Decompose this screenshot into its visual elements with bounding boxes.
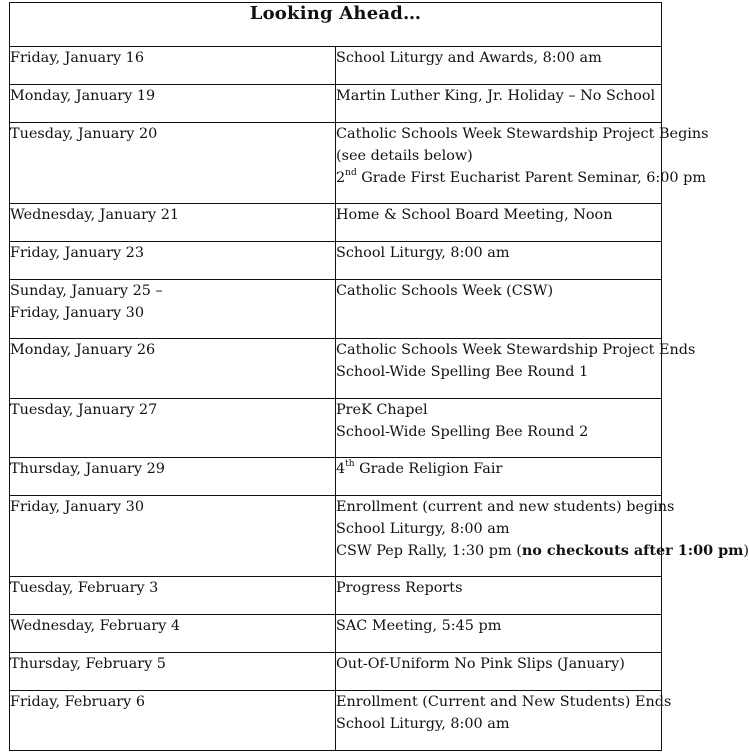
event-text: Home & School Board Meeting, Noon	[336, 207, 613, 223]
event-text: Catholic Schools Week (CSW)	[336, 283, 554, 299]
date-cell	[10, 339, 336, 399]
date-cell	[10, 280, 336, 339]
event-cell	[336, 577, 662, 615]
event-text: School Liturgy, 8:00 am	[336, 716, 510, 732]
date-cell	[10, 615, 336, 653]
event-text: SAC Meeting, 5:45 pm	[336, 618, 502, 634]
table-row	[10, 85, 662, 123]
table-row	[10, 47, 662, 85]
event-text: Catholic Schools Week Stewardship Project Begins	[336, 126, 709, 142]
event-text: Martin Luther King, Jr. Holiday – No School	[336, 88, 656, 104]
date-cell	[10, 242, 336, 280]
event-cell	[336, 204, 662, 242]
date-text: Friday, January 16	[10, 50, 144, 66]
table-row	[10, 399, 662, 458]
event-cell	[336, 496, 749, 577]
date-cell	[10, 85, 336, 123]
event-cell	[336, 280, 662, 339]
table-row	[10, 653, 662, 691]
event-cell	[336, 339, 696, 399]
event-cell	[336, 615, 662, 653]
table-row	[10, 123, 662, 204]
date-text: Sunday, January 25 –	[10, 283, 163, 299]
event-cell	[336, 653, 662, 691]
date-text: Thursday, February 5	[10, 656, 166, 672]
event-cell	[336, 85, 662, 123]
event-text: Catholic Schools Week Stewardship Project Ends	[336, 342, 696, 358]
event-cell	[336, 47, 662, 85]
table-row	[10, 242, 662, 280]
date-cell	[10, 577, 336, 615]
date-cell	[10, 47, 336, 85]
event-cell	[336, 399, 662, 458]
date-text: Friday, January 30	[10, 305, 144, 321]
event-text	[336, 458, 661, 480]
event-text	[336, 540, 749, 562]
title-row	[10, 3, 662, 47]
table-row	[10, 339, 662, 399]
date-text: Tuesday, January 20	[10, 126, 158, 142]
table-title: Looking Ahead…	[10, 3, 662, 47]
event-cell	[336, 458, 662, 496]
event-text: PreK Chapel	[336, 402, 428, 418]
date-cell	[10, 653, 336, 691]
event-text-part: 2	[336, 170, 346, 186]
event-cell	[336, 123, 709, 204]
table-row	[10, 458, 662, 496]
date-text: Friday, January 23	[10, 245, 144, 261]
date-text: Tuesday, January 27	[10, 402, 158, 418]
event-text: (see details below)	[336, 148, 473, 164]
date-text: Friday, January 30	[10, 499, 144, 515]
event-cell	[336, 691, 672, 751]
table-row	[10, 615, 662, 653]
date-text: Tuesday, February 3	[10, 580, 159, 596]
table-row	[10, 204, 662, 242]
emphasis-text: no checkouts after 1:00 pm	[521, 542, 744, 559]
date-cell	[10, 691, 336, 751]
date-cell	[10, 458, 336, 496]
ordinal-suffix: nd	[345, 168, 357, 179]
event-text: School Liturgy, 8:00 am	[336, 521, 510, 537]
ordinal-suffix: th	[345, 459, 355, 470]
event-text	[336, 167, 706, 189]
date-text: Wednesday, January 21	[10, 207, 180, 223]
table-row	[10, 577, 662, 615]
event-text-part: Grade First Eucharist Parent Seminar, 6:00 pm	[356, 170, 706, 186]
schedule-table	[9, 2, 749, 751]
date-text: Monday, January 26	[10, 342, 156, 358]
date-cell	[10, 123, 336, 204]
event-text-part: 4	[336, 461, 346, 477]
event-cell	[336, 242, 662, 280]
table-row	[10, 691, 662, 751]
event-text: School Liturgy and Awards, 8:00 am	[336, 50, 602, 66]
event-text: Enrollment (Current and New Students) Ends	[336, 694, 672, 710]
event-text: Enrollment (current and new students) begins	[336, 499, 675, 515]
event-text: School-Wide Spelling Bee Round 1	[336, 364, 589, 380]
schedule-body	[10, 47, 749, 751]
table-row	[10, 280, 662, 339]
event-text-part: )	[743, 543, 749, 559]
event-text: School Liturgy, 8:00 am	[336, 245, 510, 261]
event-text: School-Wide Spelling Bee Round 2	[336, 424, 589, 440]
event-text-part: CSW Pep Rally, 1:30 pm (	[336, 543, 522, 559]
date-text: Thursday, January 29	[10, 461, 165, 477]
table-row	[10, 496, 662, 577]
event-text: Progress Reports	[336, 580, 463, 596]
event-text-part: Grade Religion Fair	[354, 461, 503, 477]
date-cell	[10, 496, 336, 577]
date-cell	[10, 399, 336, 458]
date-cell	[10, 204, 336, 242]
event-text: Out-Of-Uniform No Pink Slips (January)	[336, 656, 625, 672]
date-text: Friday, February 6	[10, 694, 146, 710]
date-text: Monday, January 19	[10, 88, 156, 104]
date-text: Wednesday, February 4	[10, 618, 181, 634]
